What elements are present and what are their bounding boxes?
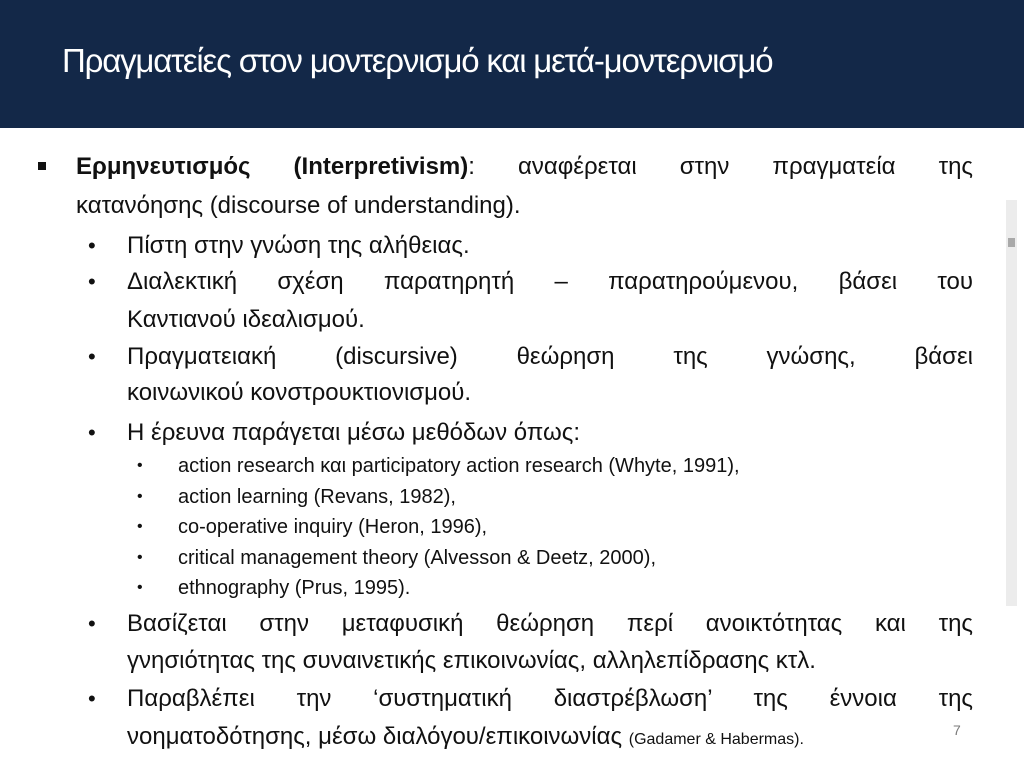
bullet-item-cont: γνησιότητας της συναινετικής επικοινωνίας, αλληλεπίδρασης κτλ. [127,647,816,674]
intro-line-2: κατανόησης (discourse of understanding). [76,192,521,219]
sub-bullet-dot-icon: • [137,549,143,566]
bullet-item: Βασίζεται στην μεταφυσική θεώρηση περί ανοικτότητας και της [127,610,973,637]
bullet-dot-icon: • [88,686,96,711]
bullet-item: Η έρευνα παράγεται μέσω μεθόδων όπως: [127,419,580,446]
method-item: action learning (Revans, 1982), [178,486,456,508]
bullet-item-cont-last [127,722,804,755]
square-bullet-icon [38,162,46,170]
method-item: ethnography (Prus, 1995). [178,577,411,599]
bullet-item-cont: κοινωνικού κονστρουκτιονισμού. [127,379,472,406]
bullet-dot-icon: • [88,233,96,258]
citation: (Gadamer & Habermas). [628,731,804,748]
intro-text: : αναφέρεται στην πραγματεία της [468,153,973,180]
sub-bullet-dot-icon: • [137,488,143,505]
sub-bullet-dot-icon: • [137,579,143,596]
bullet-item-cont: Καντιανού ιδεαλισμού. [127,306,365,333]
bullet-item: Πίστη στην γνώση της αλήθειας. [127,232,470,259]
intro-line-1 [76,152,973,182]
sub-bullet-dot-icon: • [137,457,143,474]
sub-bullet-dot-icon: • [137,518,143,535]
bullet-dot-icon: • [88,420,96,445]
bullet-item: Πραγματειακή (discursive) θεώρηση της γνώσης, βάσει [127,343,973,370]
bullet-dot-icon: • [88,611,96,636]
bullet-dot-icon: • [88,344,96,369]
method-item: action research και participatory action research (Whyte, 1991), [178,455,740,477]
page-number: 7 [953,722,961,738]
slide-title: Πραγματείες στον μοντερνισμό και μετά-μοντερνισμό [62,42,773,79]
method-item: co-operative inquiry (Heron, 1996), [178,516,488,538]
bullet-item: Παραβλέπει την ‘συστηματική διαστρέβλωση’ της έννοια της [127,685,973,712]
bullet-dot-icon: • [88,269,96,294]
method-item: critical management theory (Alvesson & Deetz, 2000), [178,547,656,569]
bullet-item: Διαλεκτική σχέση παρατηρητή – παρατηρούμενου, βάσει του [127,268,973,295]
last-line-text: νοηματοδότησης, μέσω διαλόγου/επικοινωνίας [127,723,623,750]
bold-term: Ερμηνευτισμός (Interpretivism) [76,153,469,180]
